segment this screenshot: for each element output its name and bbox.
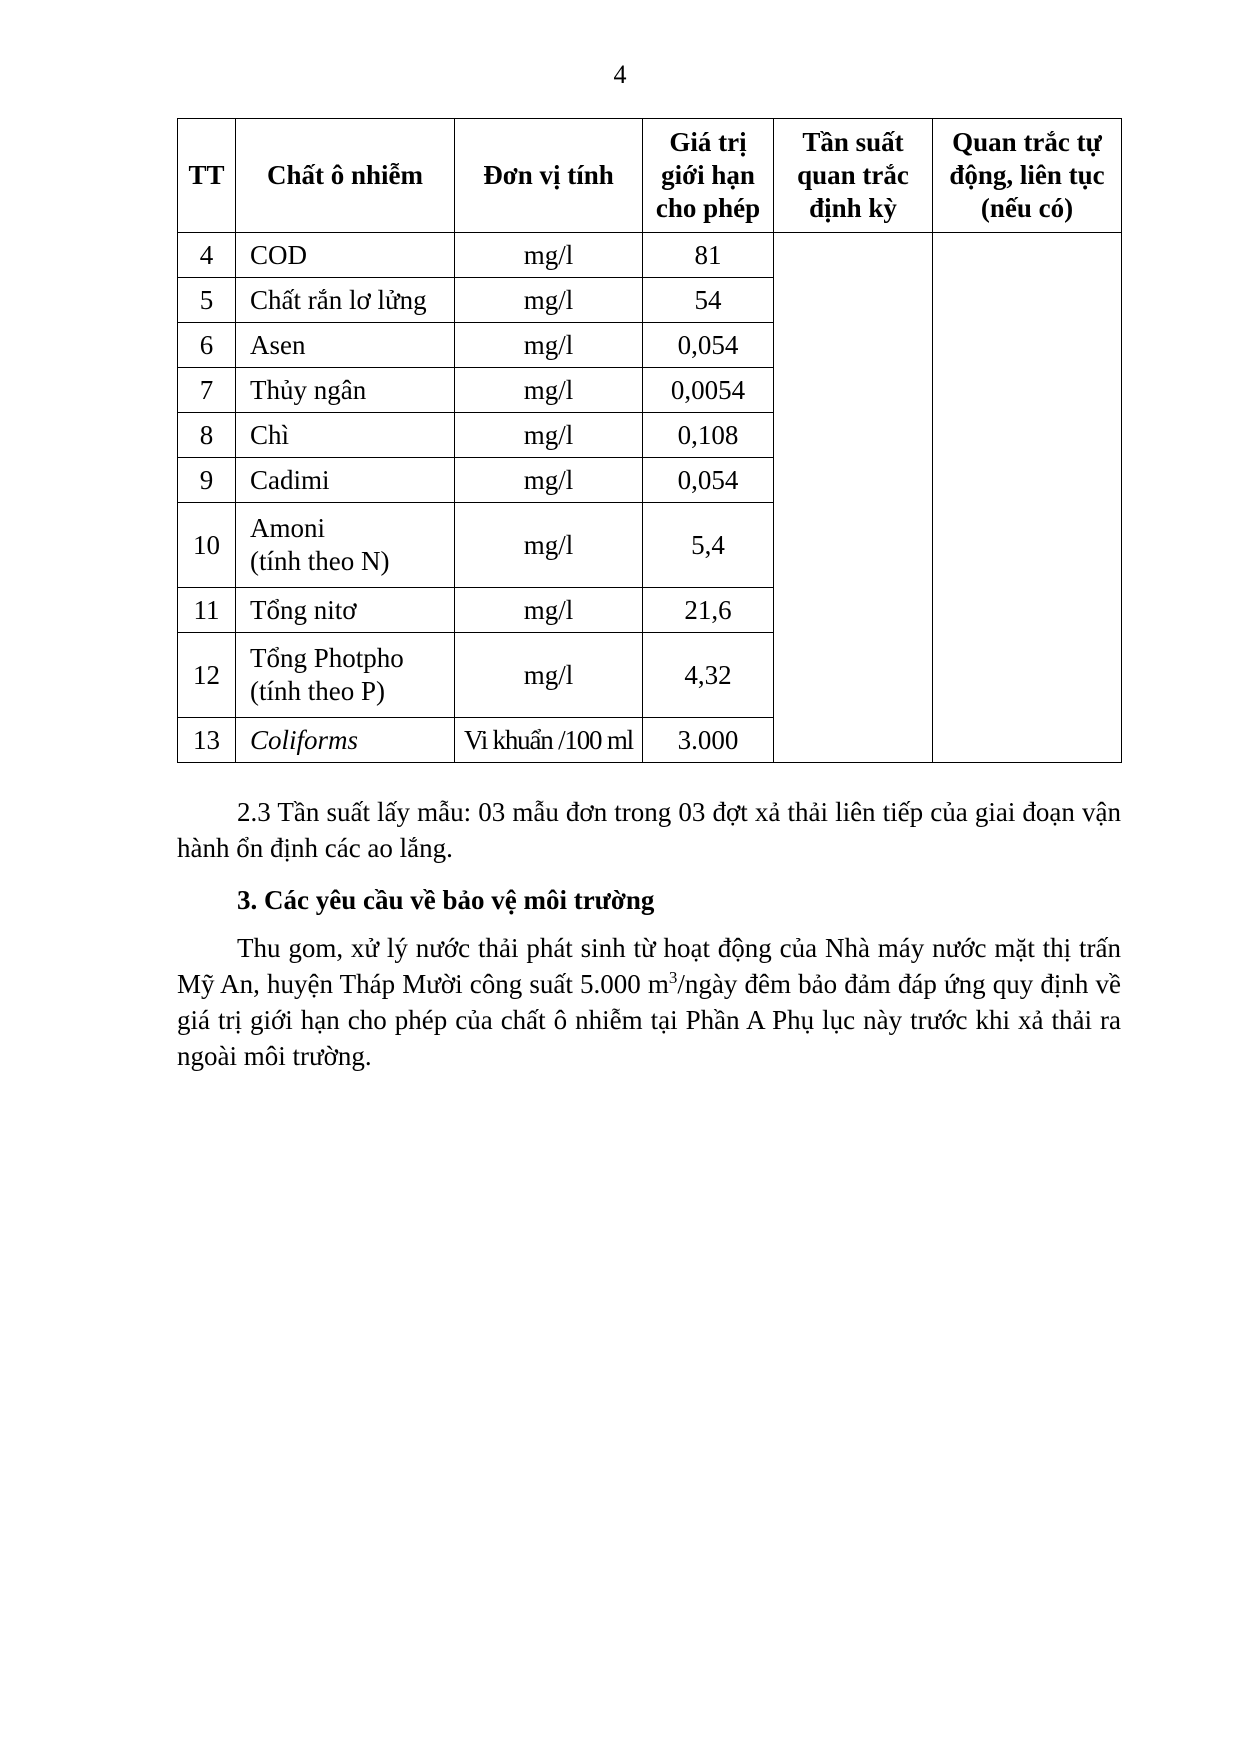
cell-tt: 8 — [178, 413, 236, 458]
cell-pollutant: Chì — [236, 413, 455, 458]
header-limit-line: cho phép — [655, 193, 761, 223]
paragraph-text: Thu gom, xử lý nước thải phát sinh từ hoạt động của Nhà máy nước mặt thị trấn Mỹ An, huyện Tháp Mười công suất 5.000 m — [177, 933, 1121, 999]
header-frequency-line: Tần suất — [802, 127, 904, 157]
header-limit — [643, 119, 774, 233]
cell-unit: mg/l — [455, 233, 643, 278]
cell-tt: 12 — [178, 633, 236, 718]
header-pollutant: Chất ô nhiễm — [236, 119, 455, 233]
cell-unit: mg/l — [455, 413, 643, 458]
table-row — [178, 233, 1122, 278]
cell-limit: 5,4 — [643, 503, 774, 588]
superscript-cubic: 3 — [668, 968, 678, 987]
pollutant-qualifier: (tính theo N) — [250, 546, 390, 576]
cell-pollutant: Tổng nitơ — [236, 588, 455, 633]
header-auto-line: động, liên tục — [949, 160, 1105, 190]
section-heading-environment: 3. Các yêu cầu về bảo vệ môi trường — [237, 885, 655, 915]
cell-tt: 6 — [178, 323, 236, 368]
cell-pollutant: Asen — [236, 323, 455, 368]
header-auto-line: (nếu có) — [980, 193, 1074, 223]
cell-pollutant: Thủy ngân — [236, 368, 455, 413]
table-header-row — [178, 119, 1122, 233]
cell-tt: 5 — [178, 278, 236, 323]
cell-unit: mg/l — [455, 503, 643, 588]
cell-tt: 9 — [178, 458, 236, 503]
cell-tt: 10 — [178, 503, 236, 588]
cell-pollutant: COD — [236, 233, 455, 278]
cell-limit: 21,6 — [643, 588, 774, 633]
cell-tt: 11 — [178, 588, 236, 633]
cell-limit: 0,054 — [643, 323, 774, 368]
cell-limit: 0,0054 — [643, 368, 774, 413]
cell-auto-monitoring-empty — [933, 233, 1122, 763]
cell-unit: mg/l — [455, 458, 643, 503]
page-number: 4 — [613, 60, 627, 89]
header-frequency-line: quan trắc — [797, 160, 909, 190]
cell-tt: 13 — [178, 718, 236, 763]
header-limit-line: giới hạn — [661, 160, 755, 190]
cell-pollutant: Chất rắn lơ lửng — [236, 278, 455, 323]
cell-tt: 7 — [178, 368, 236, 413]
cell-pollutant: Cadimi — [236, 458, 455, 503]
header-unit: Đơn vị tính — [455, 119, 643, 233]
cell-unit: Vi khuẩn /100 ml — [455, 718, 643, 763]
cell-limit: 0,054 — [643, 458, 774, 503]
cell-limit: 4,32 — [643, 633, 774, 718]
cell-limit: 0,108 — [643, 413, 774, 458]
cell-pollutant — [236, 503, 455, 588]
sampling-frequency-paragraph: 2.3 Tần suất lấy mẫu: 03 mẫu đơn trong 03 đợt xả thải liên tiếp của giai đoạn vận hành ổn định các ao lắng. — [177, 797, 1121, 863]
cell-tt: 4 — [178, 233, 236, 278]
header-periodic-frequency — [774, 119, 933, 233]
cell-unit: mg/l — [455, 588, 643, 633]
cell-limit: 3.000 — [643, 718, 774, 763]
cell-unit: mg/l — [455, 278, 643, 323]
cell-limit: 54 — [643, 278, 774, 323]
pollutant-limits-table — [177, 118, 1122, 763]
header-limit-line: Giá trị — [669, 127, 747, 157]
cell-unit: mg/l — [455, 323, 643, 368]
environment-requirements-paragraph — [177, 930, 1121, 1074]
cell-unit: mg/l — [455, 368, 643, 413]
pollutant-name: Amoni — [250, 513, 326, 543]
cell-limit: 81 — [643, 233, 774, 278]
header-auto-line: Quan trắc tự — [952, 127, 1102, 157]
header-tt: TT — [178, 119, 236, 233]
pollutant-name: Tổng Photpho — [250, 643, 404, 673]
cell-pollutant — [236, 633, 455, 718]
header-frequency-line: định kỳ — [809, 193, 897, 223]
cell-periodic-frequency-empty — [774, 233, 933, 763]
header-auto-monitoring — [933, 119, 1122, 233]
paragraph-text: /ngày đêm bảo đảm đáp ứng quy định về giá trị giới hạn cho phép của chất ô nhiễm tại Phần A Phụ lục này trước khi xả thải ra ngoài môi trường. — [177, 969, 1121, 1071]
cell-pollutant: Coliforms — [236, 718, 455, 763]
cell-unit: mg/l — [455, 633, 643, 718]
pollutant-qualifier: (tính theo P) — [250, 676, 385, 706]
